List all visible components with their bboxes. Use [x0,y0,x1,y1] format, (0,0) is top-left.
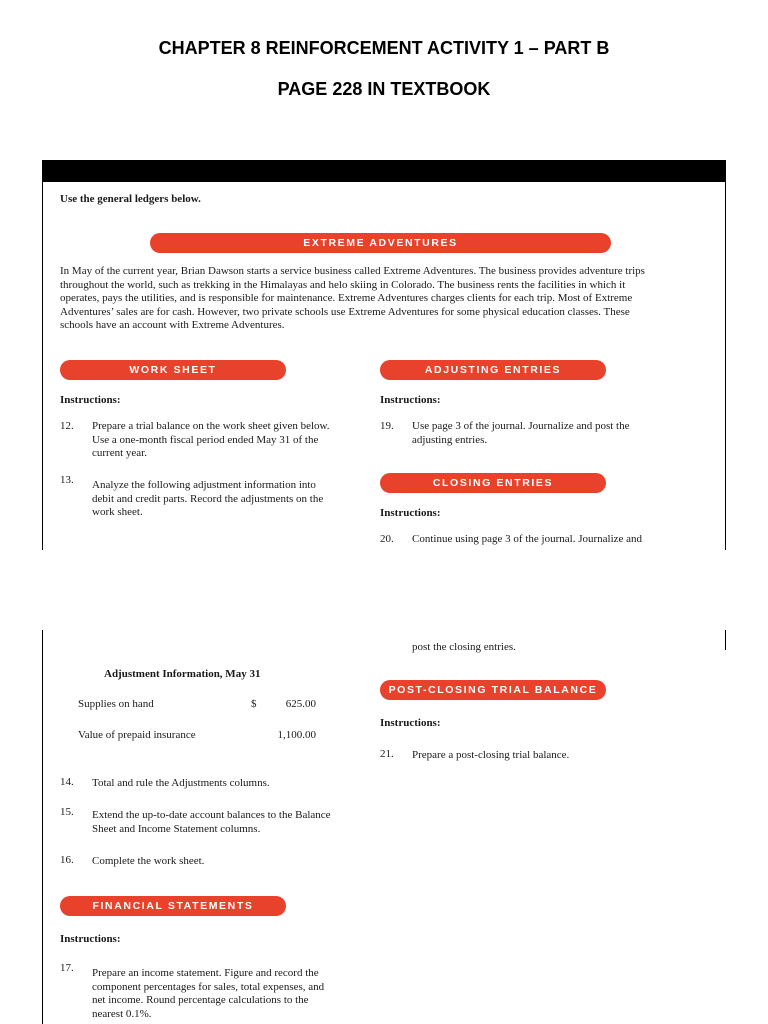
step-13-line: work sheet. [92,506,143,518]
step-12-line: Use a one-month fiscal period ended May 31 of the [92,433,319,446]
step-13-line: debit and credit parts. Record the adjustments on the [92,492,324,505]
step-number-17: 17. [60,962,74,974]
adjustment-row-currency: $ [251,698,257,710]
closing-instructions-label: Instructions: [380,507,441,519]
step-13-text [92,479,362,520]
adjustment-row-value: 625.00 [285,698,316,710]
paragraph-line: throughout the world, such as trekking in the Himalayas and helo skiing in Colorado. The business rents the facilities in which it [60,278,626,291]
step-number-21: 21. [380,748,394,760]
adjusting-instructions-label: Instructions: [380,394,441,406]
step-19-line: Use page 3 of the journal. Journalize and post the [412,420,630,432]
adjustment-row-label: Value of prepaid insurance [78,729,196,741]
step-17-line: net income. Round percentage calculations to the [92,994,309,1006]
step-12-text [92,420,362,461]
step-12-line: Prepare a trial balance on the work sheet given below. [92,420,330,432]
step-14-text: Total and rule the Adjustments columns. [92,777,270,789]
step-number-14: 14. [60,776,74,788]
work-sheet-instructions-label: Instructions: [60,394,121,406]
paragraph-line: In May of the current year, Brian Dawson starts a service business called Extreme Adventures. The business provides adventure trips [60,265,645,277]
work-sheet-banner: WORK SHEET [60,360,286,380]
page-subtitle: PAGE 228 IN TEXTBOOK [277,79,491,99]
adjusting-entries-banner: ADJUSTING ENTRIES [380,360,606,380]
company-paragraph [60,265,720,333]
step-20-text-line2: post the closing entries. [412,641,516,653]
paragraph-line: Adventures’ sales are for cash. However, two private schools use Extreme Adventures for some physical education classes. These [60,305,630,318]
step-20-text-line1: Continue using page 3 of the journal. Journalize and [412,533,643,545]
step-17-line: nearest 0.1%. [92,1007,152,1020]
left-border-line-lower [42,630,43,1024]
step-13-line: Analyze the following adjustment information into [92,479,316,491]
step-15-line: Extend the up-to-date account balances to the Balance [92,809,331,821]
step-15-text [92,809,362,836]
step-number-20: 20. [380,533,394,545]
step-12-line: current year. [92,447,147,459]
adjustment-info-title: Adjustment Information, May 31 [104,668,261,680]
step-16-text: Complete the work sheet. [92,855,205,867]
paragraph-line: operates, pays the utilities, and is responsible for maintenance. Extreme Adventures charges clients for each trip. Most of Extreme [60,292,633,304]
top-black-bar [42,160,726,182]
page-title: CHAPTER 8 REINFORCEMENT ACTIVITY 1 – PART B [158,38,610,58]
step-number-19: 19. [380,420,394,432]
closing-entries-banner: CLOSING ENTRIES [380,473,606,493]
right-border-line [725,182,726,550]
step-19-line: adjusting entries. [412,433,488,446]
intro-text: Use the general ledgers below. [60,193,201,205]
left-border-line [42,182,43,550]
adjustment-row-value: 1,100.00 [277,729,316,741]
post-closing-banner: POST-CLOSING TRIAL BALANCE [380,680,606,700]
financial-instructions-label: Instructions: [60,933,121,945]
step-19-text [412,420,712,447]
step-17-text [92,967,362,1021]
step-number-12: 12. [60,420,74,432]
step-number-15: 15. [60,806,74,818]
post-closing-instructions-label: Instructions: [380,717,441,729]
step-17-line: component percentages for sales, total expenses, and [92,980,325,993]
step-number-13: 13. [60,474,74,486]
step-21-text: Prepare a post-closing trial balance. [412,749,570,761]
extreme-adventures-banner: EXTREME ADVENTURES [150,233,611,253]
paragraph-line: schools have an account with Extreme Adventures. [60,319,285,331]
step-15-line: Sheet and Income Statement columns. [92,822,261,835]
right-border-line-lower [725,630,726,650]
step-17-line: Prepare an income statement. Figure and record the [92,967,319,979]
step-number-16: 16. [60,854,74,866]
financial-statements-banner: FINANCIAL STATEMENTS [60,896,286,916]
adjustment-row-label: Supplies on hand [78,698,154,710]
